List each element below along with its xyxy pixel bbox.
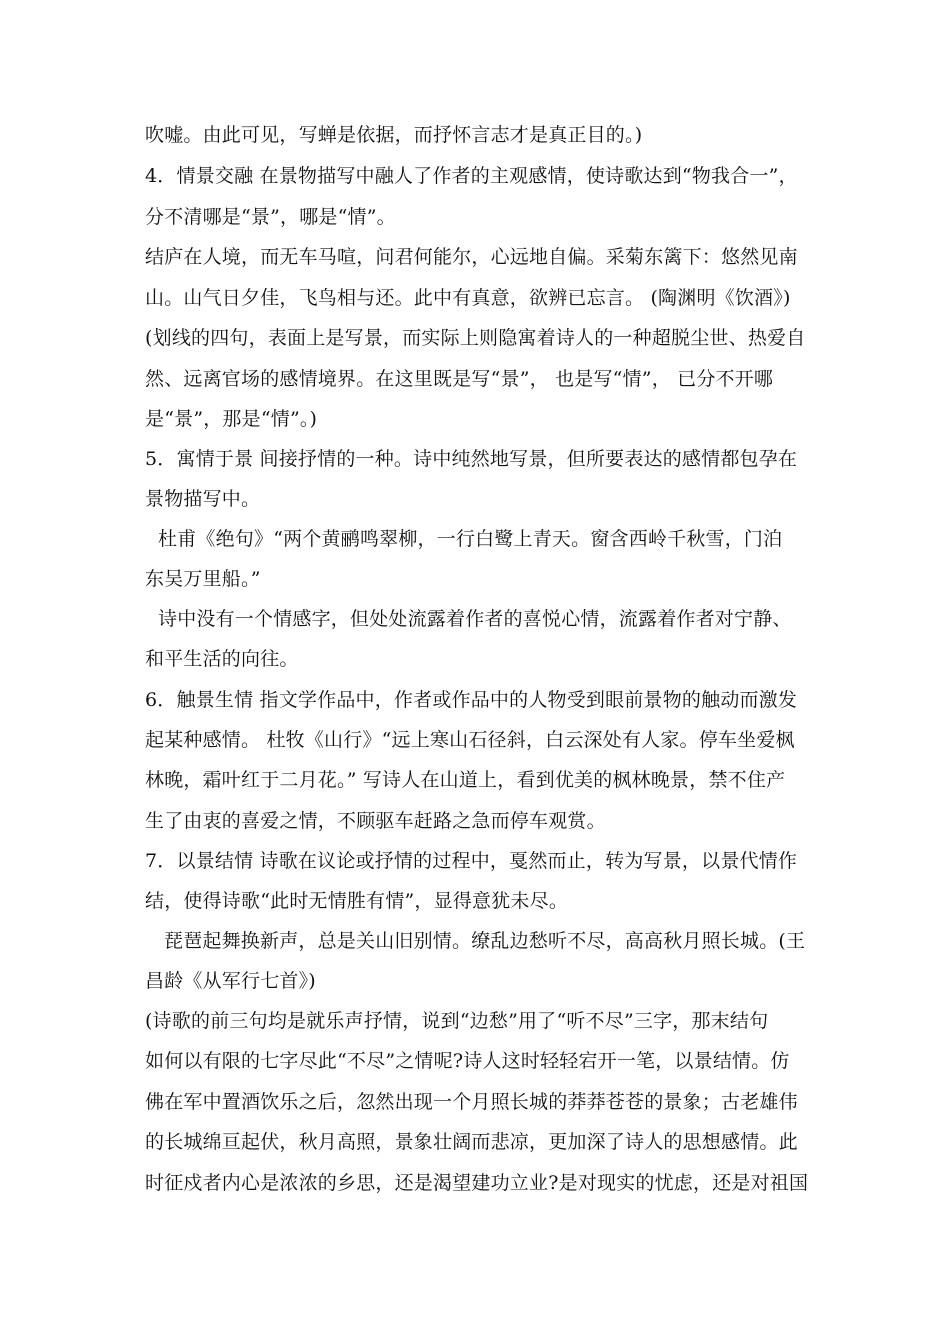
text-line: 东吴万里船。” [145, 568, 261, 590]
text-line: 杜甫《绝句》“两个黄鹂鸣翠柳，一行白鹭上青天。窗含西岭千秋雪，门泊 [158, 528, 783, 550]
text-line: 林晚，霜叶红于二月花。” 写诗人在山道上，看到优美的枫林晚景，禁不住产 [145, 769, 786, 791]
text-line: 琵琶起舞换新声，总是关山旧别情。缭乱边愁听不尽，高高秋月照长城。(王 [164, 930, 806, 952]
text-line: 起某种感情。 杜牧《山行》“远上寒山石径斜，白云深处有人家。停车坐爱枫 [145, 729, 795, 751]
text-line: (诗歌的前三句均是就乐声抒情，说到“边愁”用了“听不尽”三字，那末结句 [145, 1010, 769, 1032]
text-line: 然、远离官场的感情境界。在这里既是写“景”， 也是写“情”， 已分不开哪 [145, 368, 774, 390]
text-line: 昌龄《从军行七首》) [145, 970, 316, 992]
text-line: 4．情景交融 在景物描写中融人了作者的主观感情，使诗歌达到“物我合一”， [145, 165, 798, 187]
text-line: 结庐在人境，而无车马喧，问君何能尔，心远地自偏。采菊东篱下：悠然见南 [145, 246, 798, 268]
text-line: 生了由衷的喜爱之情，不顾驱车赶路之急而停车观赏。 [145, 810, 606, 832]
text-line: 时征戍者内心是浓浓的乡思，还是渴望建功立业?是对现实的忧虑，还是对祖国 [145, 1172, 809, 1194]
text-line: 结，使得诗歌“此时无情胜有情”，显得意犹未尽。 [145, 890, 569, 912]
text-line: 山。山气日夕佳，飞鸟相与还。此中有真意，欲辨已忘言。 (陶渊明《饮酒》) [145, 287, 791, 309]
text-line: 诗中没有一个情感字，但处处流露着作者的喜悦心情，流露着作者对宁静、 [158, 608, 792, 630]
text-line: 的长城绵亘起伏，秋月高照，景象壮阔而悲凉，更加深了诗人的思想感情。此 [145, 1131, 798, 1153]
text-line: 吹嘘。由此可见，写蝉是依据，而抒怀言志才是真正目的。) [145, 124, 643, 146]
text-line: 佛在军中置酒饮乐之后，忽然出现一个月照长城的莽莽苍苍的景象；古老雄伟 [145, 1091, 798, 1113]
text-line: 6．触景生情 指文学作品中，作者或作品中的人物受到眼前景物的触动而激发 [145, 689, 798, 711]
text-line: 分不清哪是“景”，哪是“情”。 [145, 206, 396, 228]
text-line: 如何以有限的七字尽此“不尽”之情呢?诗人这时轻轻宕开一笔，以景结情。仿 [145, 1050, 790, 1072]
text-line: 5．寓情于景 间接抒情的一种。诗中纯然地写景，但所要表达的感情都包孕在 [145, 448, 798, 470]
text-line: 景物描写中。 [145, 488, 261, 510]
text-line: 是“景”，那是“情”。) [145, 408, 318, 430]
text-line: 和平生活的向往。 [145, 648, 299, 670]
text-line: 7．以景结情 诗歌在议论或抒情的过程中，戛然而止，转为写景，以景代情作 [145, 850, 798, 872]
text-line: (划线的四句，表面上是写景，而实际上则隐寓着诗人的一种超脱尘世、热爱自 [145, 327, 806, 349]
